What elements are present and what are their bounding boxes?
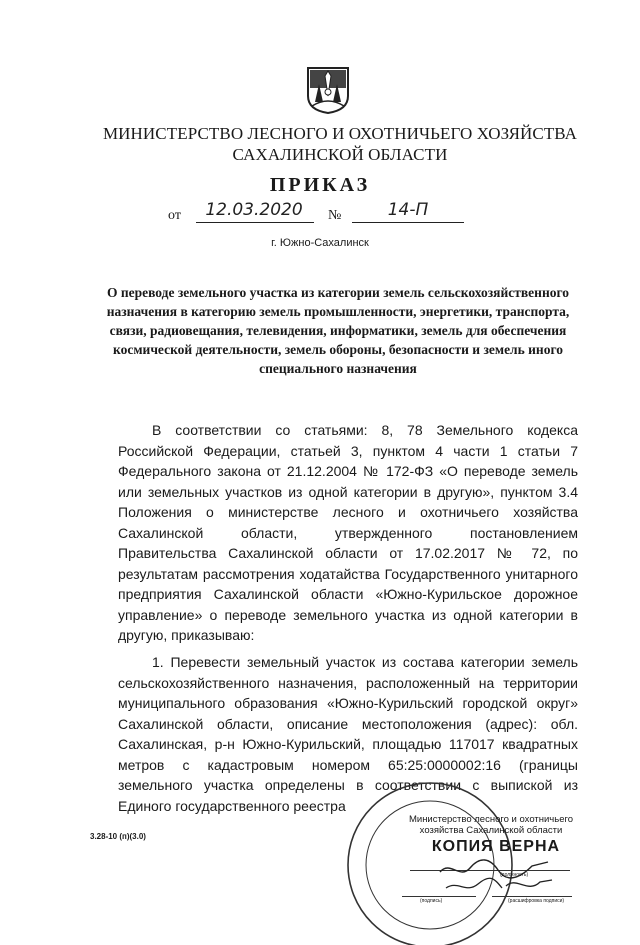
- body-paragraph-1: В соответствии со статьями: 8, 78 Земельного кодекса Российской Федерации, статьей 3, пунктом 4 части 1 статьи 7 Федерального закона от 21.12.2004 № 172-ФЗ «О переводе земель или земельных участков из одной категории в другую», пунктом 3.4 Положения о министерстве лесного и охотничьего хозяйства Сахалинской области, утвержденного постановлением Правительства Сахалинской области от 17.02.2017 № 72, по результатам рассмотрения ходатайства Государственного унитарного предприятия Сахалинской области «Южно-Курильское дорожное управление» о переводе земельного участка из одной категории в другую, приказываю:: [118, 422, 578, 643]
- handwritten-signature-icon: [436, 850, 556, 896]
- stamp-org: Министерство лесного и охотничьего хозяйства Сахалинской области: [408, 814, 574, 836]
- form-code: 3.28-10 (п)(3.0): [90, 832, 146, 841]
- date-prefix: от: [168, 208, 181, 223]
- ministry-name-line1: МИНИСТЕРСТВО ЛЕСНОГО И ОХОТНИЧЬЕГО ХОЗЯЙСТВА: [102, 124, 578, 143]
- stamp-caption-signature: (подпись): [420, 898, 443, 904]
- handwritten-date: 12.03.2020: [205, 200, 303, 220]
- body-paragraph-2: 1. Перевести земельный участок из состава категории земель сельскохозяйственного назначения, расположенный на территории муниципального образования «Южно-Курильский городской округ» Сахалинской области, описание местоположения (адрес): обл. Сахалинская, р-н Южно-Курильский, площадью 117017 квадратных метров с кадастровым номером 65:25:0000002:16 (границы земельного участка определены в соответствии с выпиской из Единого государственного реестра: [118, 654, 578, 814]
- stamp-line-signature: [402, 896, 476, 897]
- sakhalin-coat-of-arms-icon: [306, 66, 350, 114]
- stamp-title: КОПИЯ ВЕРНА: [431, 838, 561, 855]
- stamp-caption-decoding: (расшифровка подписи): [508, 898, 565, 904]
- stamp-line-decoding: [492, 896, 572, 897]
- date-underline: [196, 222, 314, 223]
- number-sign: №: [328, 208, 342, 223]
- copy-correct-stamp: [396, 810, 596, 904]
- number-underline: [352, 222, 464, 223]
- stamp-caption-position: (должность): [500, 872, 529, 878]
- document-type: ПРИКАЗ: [269, 174, 371, 196]
- ministry-name-line2: САХАЛИНСКОЙ ОБЛАСТИ: [232, 145, 448, 164]
- city-name: г. Южно-Сахалинск: [271, 237, 369, 249]
- document-title: О переводе земельного участка из категории земель сельскохозяйственного назначения в категорию земель промышленности, энергетики, транспорта, связи, радиовещания, телевидения, информатики, земель для обеспечения космической деятельности, земель обороны, безопасности и земель иного специального назначения: [106, 285, 570, 376]
- handwritten-number: 14-П: [387, 200, 429, 220]
